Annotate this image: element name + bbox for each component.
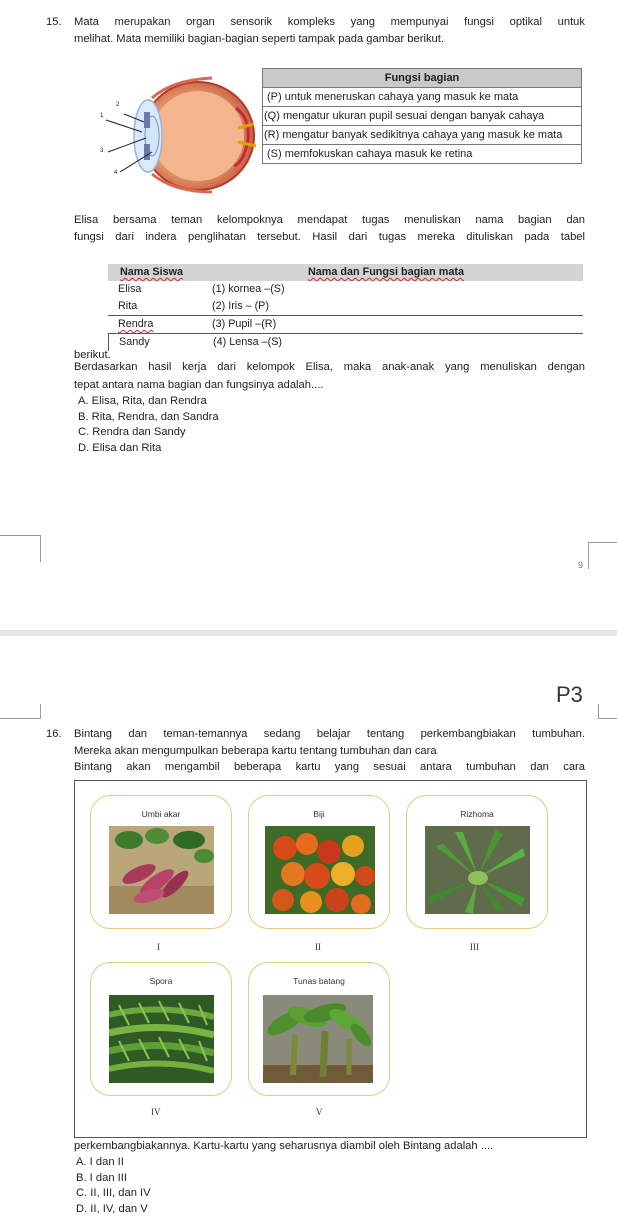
q15-intro-line-1: Mata merupakan organ sensorik kompleks yang mempunyai fungsi optikal untuk <box>74 16 585 28</box>
table-row <box>108 334 583 351</box>
student-name: Rendra <box>118 318 154 330</box>
card-title: Rizhoma <box>460 809 494 819</box>
card-title: Umbi akar <box>141 809 181 819</box>
card-numeral-v: V <box>316 1107 323 1117</box>
student-answer: (2) Iris – (P) <box>212 300 269 312</box>
eye-label-1: 1 <box>100 113 104 119</box>
sweet-potato-image <box>109 826 214 914</box>
card-spora[interactable] <box>90 962 232 1096</box>
card-numeral-iii: III <box>470 942 479 952</box>
q16-line-3: Bintang akan mengambil beberapa kartu yang sesuai antara tumbuhan dan cara <box>74 761 585 773</box>
card-biji[interactable] <box>248 795 390 929</box>
q15-story-line-2: fungsi dari indera penglihatan tersebut. Hasil dari tugas mereka dituliskan pada tabel <box>74 231 585 243</box>
function-table-header: Fungsi bagian <box>263 69 582 88</box>
student-name: Sandy <box>119 336 150 348</box>
page-number: 9 <box>578 560 584 570</box>
q15-options <box>78 394 219 456</box>
student-table-header <box>108 264 583 281</box>
function-row-s: (S) memfokuskan cahaya masuk ke retina <box>263 145 582 164</box>
after-table-text: berikut. <box>74 349 111 361</box>
eye-label-3: 3 <box>100 148 104 154</box>
rambutan-image <box>265 826 375 914</box>
crop-mark-left-2 <box>0 704 41 719</box>
student-answer: (1) kornea –(S) <box>212 283 285 295</box>
q15-intro-line-2: melihat. Mata memiliki bagian-bagian seperti tampak pada gambar berikut. <box>74 33 444 45</box>
card-numeral-i: I <box>157 942 160 952</box>
q16-question: perkembangbiakannya. Kartu-kartu yang seharusnya diambil oleh Bintang adalah .... <box>74 1140 494 1152</box>
student-answer: (3) Pupil –(R) <box>212 318 277 330</box>
q15-option-c[interactable]: C. Rendra dan Sandy <box>78 426 186 438</box>
page-tag: P3 <box>556 682 583 707</box>
q16-option-d[interactable]: D. II, IV, dan V <box>76 1202 148 1215</box>
page-separator <box>0 630 617 636</box>
function-row-p: (P) untuk meneruskan cahaya yang masuk ke mata <box>263 88 582 107</box>
function-row-r: (R) mengatur banyak sedikitnya cahaya yang masuk ke mata <box>263 126 582 145</box>
q16-option-b[interactable]: B. I dan III <box>76 1171 127 1184</box>
q15-option-d[interactable]: D. Elisa dan Rita <box>78 441 162 454</box>
q15-option-a[interactable]: A. Elisa, Rita, dan Rendra <box>78 395 207 407</box>
q15-question-line-1: Berdasarkan hasil kerja dari kelompok Elisa, maka anak-anak yang menuliskan dengan <box>74 361 585 373</box>
card-numeral-iv: IV <box>151 1107 161 1117</box>
q16-option-a[interactable]: A. I dan II <box>76 1156 124 1168</box>
student-table <box>108 264 583 351</box>
header-answer: Nama dan Fungsi bagian mata <box>308 266 464 278</box>
crop-mark-right <box>588 542 617 569</box>
header-name: Nama Siswa <box>120 266 184 278</box>
q15-number: 15. <box>46 16 62 28</box>
card-title: Biji <box>313 809 325 819</box>
banana-plant-image <box>263 995 373 1083</box>
student-name: Rita <box>118 300 138 312</box>
table-row <box>108 298 583 316</box>
card-rizhoma[interactable] <box>406 795 548 929</box>
student-name: Elisa <box>118 283 142 295</box>
crop-mark-left <box>0 535 41 562</box>
card-numeral-ii: II <box>315 942 321 952</box>
student-answer: (4) Lensa –(S) <box>213 336 283 348</box>
q16-line-1: Bintang dan teman-temannya sedang belajar tentang perkembangbiakan tumbuhan. <box>74 728 585 740</box>
table-row <box>108 316 583 334</box>
q16-option-c[interactable]: C. II, III, dan IV <box>76 1187 151 1199</box>
q16-options <box>76 1155 151 1217</box>
function-row-q: (Q) mengatur ukuran pupil sesuai dengan banyak cahaya <box>263 107 582 126</box>
q15-option-b[interactable]: B. Rita, Rendra, dan Sandra <box>78 410 219 423</box>
function-table <box>262 68 582 164</box>
table-row <box>108 281 583 298</box>
fern-image <box>109 995 214 1083</box>
q16-line-2: Mereka akan mengumpulkan beberapa kartu tentang tumbuhan dan cara <box>74 745 437 757</box>
card-title: Spora <box>149 976 173 986</box>
crop-mark-right-2 <box>598 704 617 719</box>
card-umbi-akar[interactable] <box>90 795 232 929</box>
q15-story-line-1: Elisa bersama teman kelompoknya mendapat tugas menuliskan nama bagian dan <box>74 214 585 226</box>
rhizome-plant-image <box>425 826 530 914</box>
eye-diagram <box>86 68 258 198</box>
card-tunas-batang[interactable] <box>248 962 390 1096</box>
eye-label-2: 2 <box>116 102 120 108</box>
q16-number: 16. <box>46 728 62 740</box>
card-title: Tunas batang <box>293 976 345 986</box>
q15-question-line-2: tepat antara nama bagian dan fungsinya adalah.... <box>74 379 324 391</box>
eye-label-4: 4 <box>114 170 118 176</box>
